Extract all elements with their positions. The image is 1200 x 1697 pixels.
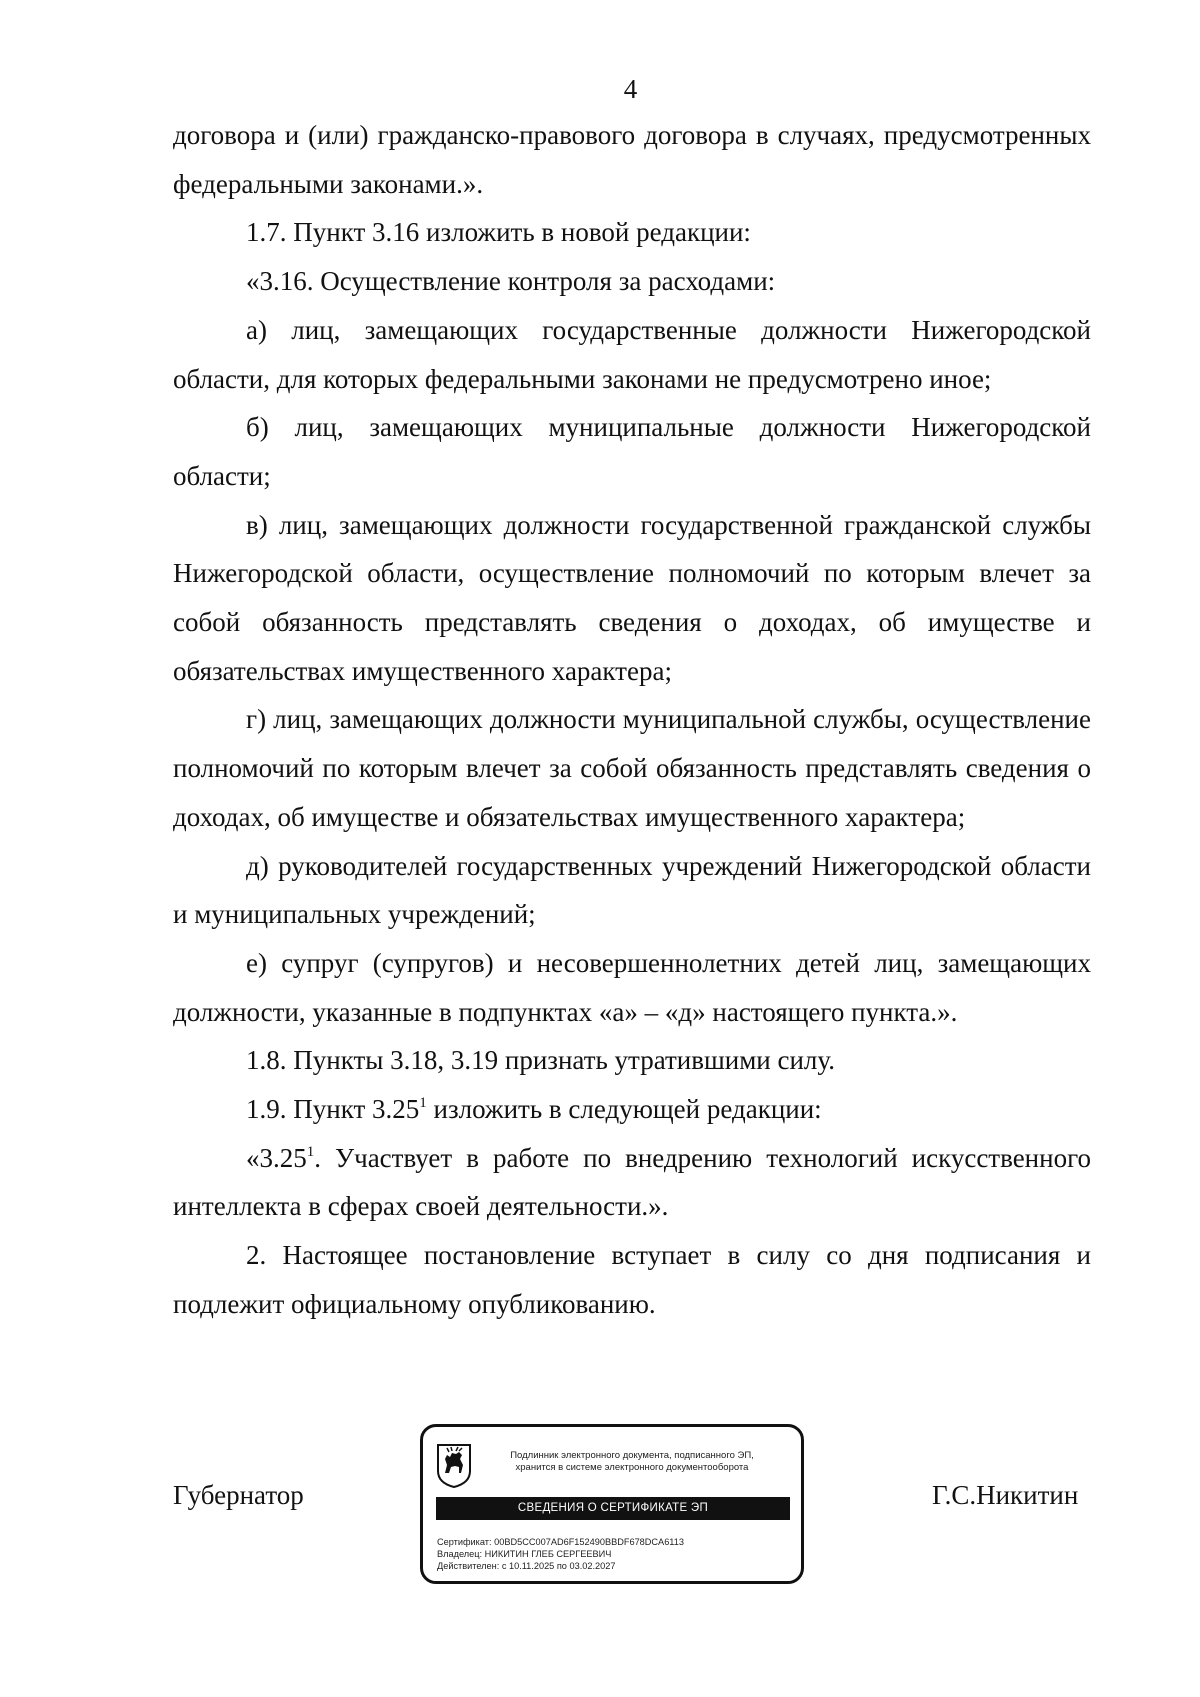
paragraph: г) лиц, замещающих должности муниципальной службы, осуществление полномочий по которым влечет за собой обязанность представлять сведения о доходах, об имуществе и обязательствах имущественного характера; <box>173 704 1091 832</box>
paragraph: д) руководителей государственных учреждений Нижегородской области и муниципальных учреждений; <box>173 850 1091 930</box>
paragraph-3-25-1: «3.25$^1$. Участвует в работе по внедрению технологий искусственного интеллекта в сферах своей деятельности.». <box>173 1142 1091 1222</box>
paragraph: договора и (или) гражданско-правового договора в случаях, предусмотренных федеральными законами.». <box>173 120 1091 199</box>
paragraph-1-9: 1.9. Пункт 3.25$^1$ изложить в следующей редакции: <box>246 1094 822 1125</box>
certificate-info <box>437 1536 787 1572</box>
page-number: 4 <box>623 74 638 104</box>
nizhny-novgorod-coat-of-arms-icon <box>436 1443 472 1489</box>
certificate-owner: Владелец: НИКИТИН ГЛЕБ СЕРГЕЕВИЧ <box>437 1549 612 1559</box>
paragraph: 1.8. Пункты 3.18, 3.19 признать утратившими силу. <box>246 1045 835 1076</box>
stamp-header: СВЕДЕНИЯ О СЕРТИФИКАТЕ ЭП <box>436 1497 790 1520</box>
paragraph-list <box>173 111 1091 1085</box>
paragraph: е) супруг (супругов) и несовершеннолетних детей лиц, замещающих должности, указанные в подпунктах «а» – «д» настоящего пункта.». <box>173 947 1091 1027</box>
electronic-signature-stamp <box>420 1424 804 1584</box>
paragraph: 1.7. Пункт 3.16 изложить в новой редакции: <box>246 217 751 248</box>
signatory-name: Г.С.Никитин <box>932 1480 1079 1510</box>
certificate-number: Сертификат: 00BD5CC007AD6F152490BBDF678DCA6113 <box>437 1537 684 1547</box>
paragraph-2: 2. Настоящее постановление вступает в силу со дня подписания и подлежит официальному опубликованию. <box>173 1240 1091 1319</box>
certificate-validity: Действителен: с 10.11.2025 по 03.02.2027 <box>437 1561 616 1571</box>
paragraph: а) лиц, замещающих государственные должности Нижегородской области, для которых федеральными законами не предусмотрено иное; <box>173 314 1091 394</box>
paragraph: б) лиц, замещающих муниципальные должности Нижегородской области; <box>173 412 1091 491</box>
paragraph: в) лиц, замещающих должности государственной гражданской службы Нижегородской области, осуществление полномочий по которым влечет за собой обязанность представлять сведения о доходах, об имуществе и обязательствах имущественного характера; <box>173 509 1091 686</box>
stamp-note: Подлинник электронного документа, подписанного ЭП, хранится в системе электронного документооборота <box>510 1450 754 1473</box>
signature-title: Губернатор <box>173 1480 304 1510</box>
superscript-1: 1 <box>419 1095 427 1112</box>
paragraph: «3.16. Осуществление контроля за расходами: <box>246 266 776 297</box>
superscript-1: 1 <box>306 1143 315 1160</box>
document-body <box>173 111 1091 1329</box>
